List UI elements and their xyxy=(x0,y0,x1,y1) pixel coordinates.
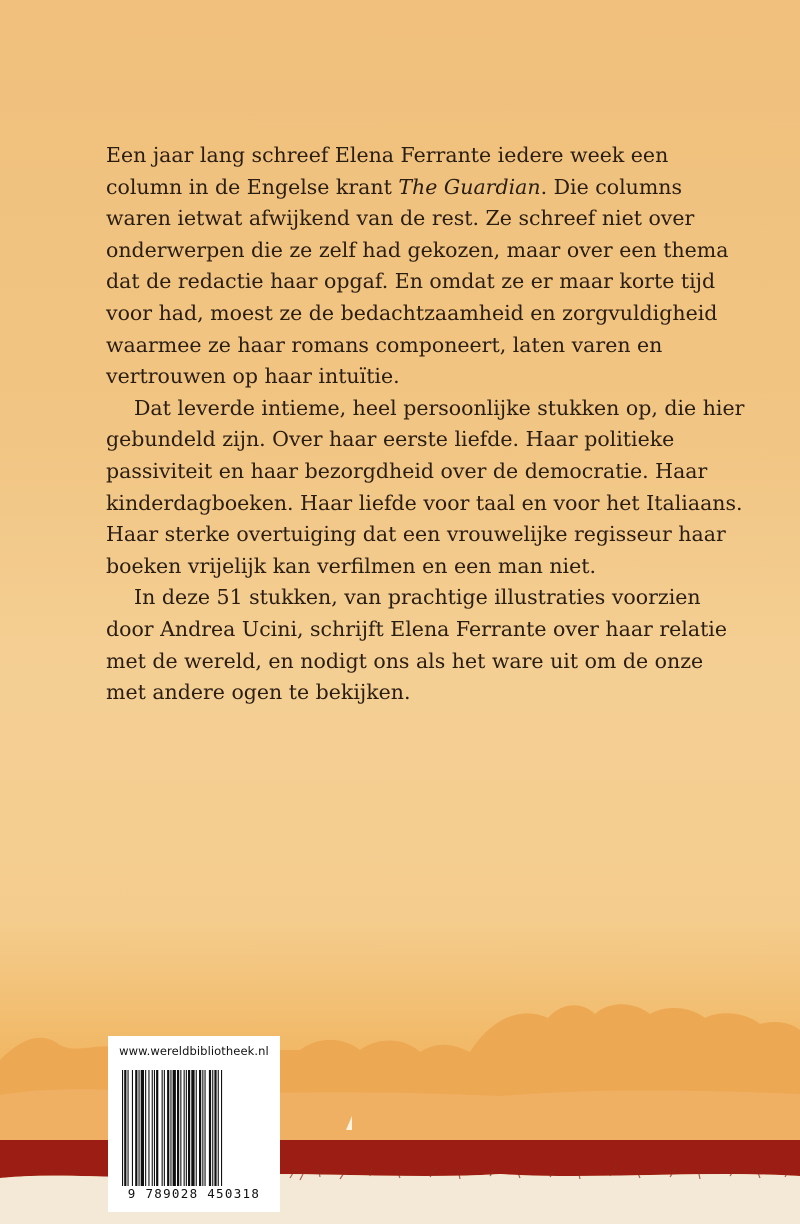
barcode-bar xyxy=(214,1070,216,1188)
barcode-bar xyxy=(139,1070,140,1188)
barcode-bar xyxy=(177,1070,179,1188)
barcode-bar xyxy=(186,1070,187,1188)
barcode-bar xyxy=(154,1070,155,1188)
barcode-bar xyxy=(209,1070,211,1188)
barcode-bar xyxy=(199,1070,201,1188)
barcode-bar xyxy=(122,1070,123,1196)
barcode-bar xyxy=(128,1070,129,1188)
barcode-bar xyxy=(212,1070,213,1188)
barcode-bar xyxy=(173,1070,176,1188)
blurb-p1-before: Een jaar lang schreef Elena Ferrante iedere week een column in de Engelse krant xyxy=(106,143,669,199)
barcode-bar xyxy=(148,1070,149,1188)
blurb-text xyxy=(106,140,746,709)
newspaper-title: The Guardian xyxy=(398,174,541,199)
publisher-url: www.wereldbibliotheek.nl xyxy=(119,1044,269,1058)
barcode-bar xyxy=(167,1070,169,1188)
barcode-bar xyxy=(156,1070,158,1188)
barcode-bar xyxy=(202,1070,203,1188)
barcode-bar xyxy=(170,1070,171,1188)
barcode-bar xyxy=(191,1070,194,1188)
blurb-paragraph-3: In deze 51 stukken, van prachtige illustraties voorzien door Andrea Ucini, schrijft Elena Ferrante over haar relatie met de wereld, en nodigt ons als het ware uit om de onze met andere ogen te bekijken. xyxy=(106,585,727,705)
blurb-paragraph-1 xyxy=(106,140,746,393)
barcode-panel xyxy=(108,1036,280,1212)
blurb-p1-after: . Die columns waren ietwat afwijkend van de rest. Ze schreef niet over onderwerpen die ze zelf had gekozen, maar over een thema dat de redactie haar opgaf. En omdat ze er maar korte tijd voor had, moest ze de bedachtzaamheid en zorgvuldigheid waarmee ze haar romans componeert, laten varen en vertrouwen op haar intuïtie. xyxy=(106,174,729,389)
ean-barcode xyxy=(114,1070,274,1196)
barcode-bar xyxy=(188,1070,190,1188)
barcode-bar xyxy=(124,1070,126,1196)
barcode-bar xyxy=(164,1070,165,1188)
barcode-bar xyxy=(145,1070,146,1188)
isbn-digits: 9 789028 450318 xyxy=(114,1186,274,1206)
barcode-bar xyxy=(205,1070,206,1188)
barcode-bar xyxy=(135,1070,137,1188)
barcode-bar xyxy=(180,1070,181,1188)
barcode-bar xyxy=(221,1070,222,1196)
barcode-bar xyxy=(218,1070,219,1188)
barcode-bar xyxy=(162,1070,163,1188)
barcode-bar xyxy=(196,1070,197,1188)
barcode-bar xyxy=(184,1070,185,1188)
barcode-bar xyxy=(141,1070,144,1188)
barcode-bar xyxy=(152,1070,153,1188)
barcode-bar xyxy=(132,1070,133,1188)
blurb-paragraph-2: Dat leverde intieme, heel persoonlijke stukken op, die hier gebundeld zijn. Over haar eerste liefde. Haar politieke passiviteit en haar bezorgdheid over de democratie. Haar kinderdagboeken. Haar liefde voor taal en voor het Italiaans. Haar sterke overtuiging dat een vrouwelijke regisseur haar boeken vrijelijk kan verfilmen en een man niet. xyxy=(106,395,745,578)
